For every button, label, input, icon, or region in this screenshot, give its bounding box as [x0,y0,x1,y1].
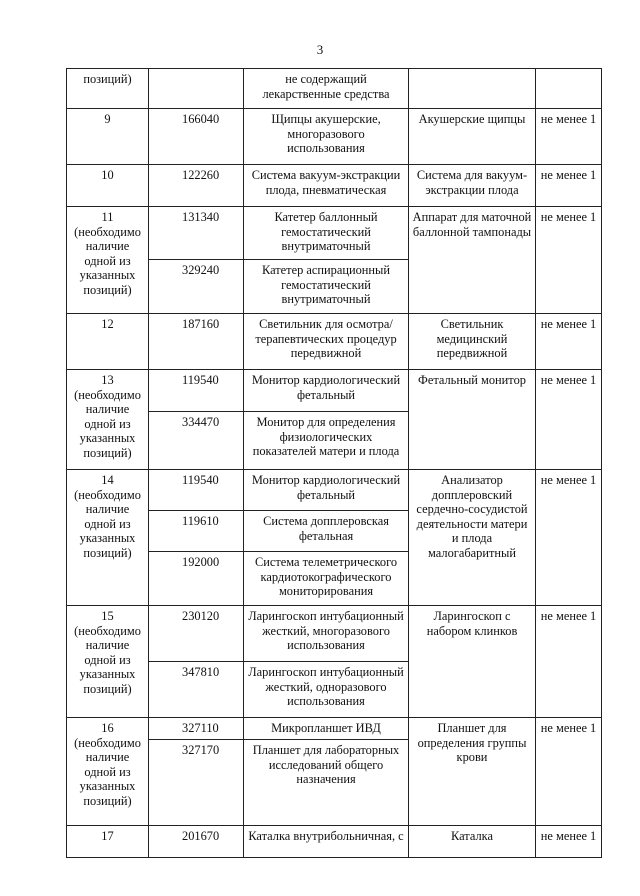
quantity-cell: не менее 1 [536,207,602,314]
type-code-cell: 119540 [149,370,244,412]
position-number-cell: 9 [67,109,149,165]
table-row [67,718,602,740]
type-name-cell: Планшет для лабораторных исследований общего назначения [244,740,409,826]
type-code-cell: 230120 [149,606,244,662]
type-name-cell: Катетер аспирационный гемостатический внутриматочный [244,260,409,314]
type-name-cell: Каталка внутрибольничная, с [244,826,409,858]
position-number-cell: 13 (необходимо наличие одной из указанных позиций) [67,370,149,470]
type-code-cell: 131340 [149,207,244,260]
type-name-cell: Система телеметрического кардиотокографического мониторирования [244,552,409,606]
type-code-cell: 166040 [149,109,244,165]
equipment-name-cell: Светильник медицинский передвижной [409,314,536,370]
quantity-cell: не менее 1 [536,109,602,165]
position-number-cell: 15 (необходимо наличие одной из указанных позиций) [67,606,149,718]
page-number: 3 [316,42,324,57]
type-name-cell: Монитор кардиологический фетальный [244,470,409,511]
type-name-cell: не содержащий лекарственные средства [244,69,409,109]
quantity-cell [536,69,602,109]
type-code-cell: 327110 [149,718,244,740]
type-code-cell: 201670 [149,826,244,858]
type-code-cell: 122260 [149,165,244,207]
type-name-cell: Монитор кардиологический фетальный [244,370,409,412]
type-code-cell: 119610 [149,511,244,552]
type-code-cell: 329240 [149,260,244,314]
table-row [67,370,602,412]
equipment-name-cell: Планшет для определения группы крови [409,718,536,826]
quantity-cell: не менее 1 [536,314,602,370]
type-name-cell: Катетер баллонный гемостатический внутриматочный [244,207,409,260]
type-code-cell: 327170 [149,740,244,826]
type-name-cell: Ларингоскоп интубационный жесткий, одноразового использования [244,662,409,718]
quantity-cell: не менее 1 [536,470,602,606]
type-code-cell [149,69,244,109]
equipment-name-cell: Система для вакуум-экстракции плода [409,165,536,207]
equipment-name-cell: Аппарат для маточной баллонной тампонады [409,207,536,314]
table-row [67,207,602,260]
table-row [67,606,602,662]
quantity-cell: не менее 1 [536,718,602,826]
equipment-name-cell: Ларингоскоп с набором клинков [409,606,536,718]
type-code-cell: 192000 [149,552,244,606]
position-number-cell: 16 (необходимо наличие одной из указанных позиций) [67,718,149,826]
equipment-name-cell [409,69,536,109]
type-name-cell: Система допплеровская фетальная [244,511,409,552]
quantity-cell: не менее 1 [536,165,602,207]
table-row [67,69,602,109]
table-row [67,826,602,858]
quantity-cell: не менее 1 [536,826,602,858]
type-name-cell: Ларингоскоп интубационный жесткий, многоразового использования [244,606,409,662]
quantity-cell: не менее 1 [536,606,602,718]
table-row [67,314,602,370]
equipment-name-cell: Фетальный монитор [409,370,536,470]
type-name-cell: Светильник для осмотра/терапевтических процедур передвижной [244,314,409,370]
quantity-cell: не менее 1 [536,370,602,470]
equipment-name-cell: Анализатор допплеровский сердечно-сосудистой деятельности матери и плода малогабаритный [409,470,536,606]
equipment-table [66,68,602,858]
table-row [67,470,602,511]
table-row [67,165,602,207]
type-name-cell: Микропланшет ИВД [244,718,409,740]
type-code-cell: 347810 [149,662,244,718]
type-name-cell: Система вакуум-экстракции плода, пневматическая [244,165,409,207]
equipment-table-body [67,69,602,858]
type-code-cell: 187160 [149,314,244,370]
type-name-cell: Монитор для определения физиологических показателей матери и плода [244,412,409,470]
equipment-name-cell: Акушерские щипцы [409,109,536,165]
type-code-cell: 119540 [149,470,244,511]
equipment-name-cell: Каталка [409,826,536,858]
position-number-cell: 11 (необходимо наличие одной из указанных позиций) [67,207,149,314]
position-number-cell: позиций) [67,69,149,109]
type-name-cell: Щипцы акушерские, многоразового использования [244,109,409,165]
position-number-cell: 12 [67,314,149,370]
position-number-cell: 14 (необходимо наличие одной из указанных позиций) [67,470,149,606]
type-code-cell: 334470 [149,412,244,470]
table-row [67,109,602,165]
position-number-cell: 10 [67,165,149,207]
position-number-cell: 17 [67,826,149,858]
